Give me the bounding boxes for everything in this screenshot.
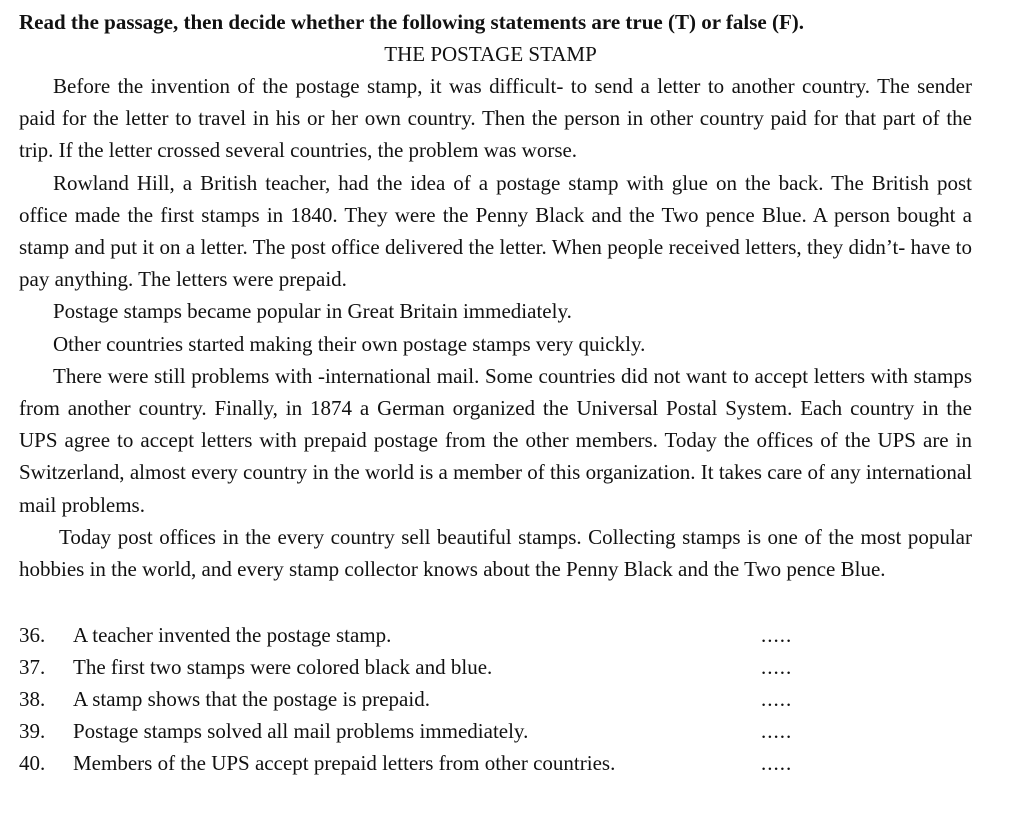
question-item bbox=[19, 619, 972, 651]
answer-blank[interactable]: ..... bbox=[761, 687, 793, 712]
question-text: A teacher invented the postage stamp. bbox=[73, 623, 392, 648]
question-text: Members of the UPS accept prepaid letters from other countries. bbox=[73, 751, 616, 776]
passage-paragraph: Other countries started making their own postage stamps very quickly. bbox=[53, 331, 646, 356]
answer-blank[interactable]: ..... bbox=[761, 623, 793, 648]
question-number: 37. bbox=[19, 655, 46, 680]
passage-paragraph: Today post offices in the every country sell beautiful stamps. Collecting stamps is one of the most popular hobbies in the world, and every stamp collector knows about the Penny Black and the Two pence Blue. bbox=[19, 524, 972, 582]
question-number: 39. bbox=[19, 719, 46, 744]
question-number: 40. bbox=[19, 751, 46, 776]
question-number: 38. bbox=[19, 687, 46, 712]
question-text: A stamp shows that the postage is prepaid. bbox=[73, 687, 430, 712]
instruction-heading: Read the passage, then decide whether the following statements are true (T) or false (F). bbox=[19, 10, 805, 34]
answer-blank[interactable]: ..... bbox=[761, 655, 793, 680]
question-list bbox=[19, 619, 972, 779]
passage-paragraph: Before the invention of the postage stamp, it was difficult- to send a letter to another country. The sender paid for the letter to travel in his or her own country. Then the person in other country paid for that part of the trip. If the letter crossed several countries, the problem was worse. bbox=[19, 74, 972, 163]
passage-paragraph: Rowland Hill, a British teacher, had the idea of a postage stamp with glue on the back. The British post office made the first stamps in 1840. They were the Penny Black and the Two pence Blue. A person bought a stamp and put it on a letter. The post office delivered the letter. When people received letters, they didn’t- have to pay anything. The letters were prepaid. bbox=[19, 170, 972, 292]
passage-body bbox=[19, 70, 972, 585]
question-item bbox=[19, 747, 972, 779]
passage-paragraph: Postage stamps became popular in Great Britain immediately. bbox=[53, 299, 572, 324]
passage-paragraph: There were still problems with -international mail. Some countries did not want to accept letters with stamps from another country. Finally, in 1874 a German organized the Universal Postal System. Each country in the UPS agree to accept letters with prepaid postage from the other members. Today the offices of the UPS are in Switzerland, almost every country in the world is a member of this organization. It takes care of any international mail problems. bbox=[19, 363, 972, 517]
question-text: Postage stamps solved all mail problems immediately. bbox=[73, 719, 529, 744]
passage-title: THE POSTAGE STAMP bbox=[384, 42, 597, 66]
answer-blank[interactable]: ..... bbox=[761, 751, 793, 776]
answer-blank[interactable]: ..... bbox=[761, 719, 793, 744]
question-item bbox=[19, 651, 972, 683]
question-text: The first two stamps were colored black and blue. bbox=[73, 655, 493, 680]
question-item bbox=[19, 683, 972, 715]
question-number: 36. bbox=[19, 623, 46, 648]
question-item bbox=[19, 715, 972, 747]
